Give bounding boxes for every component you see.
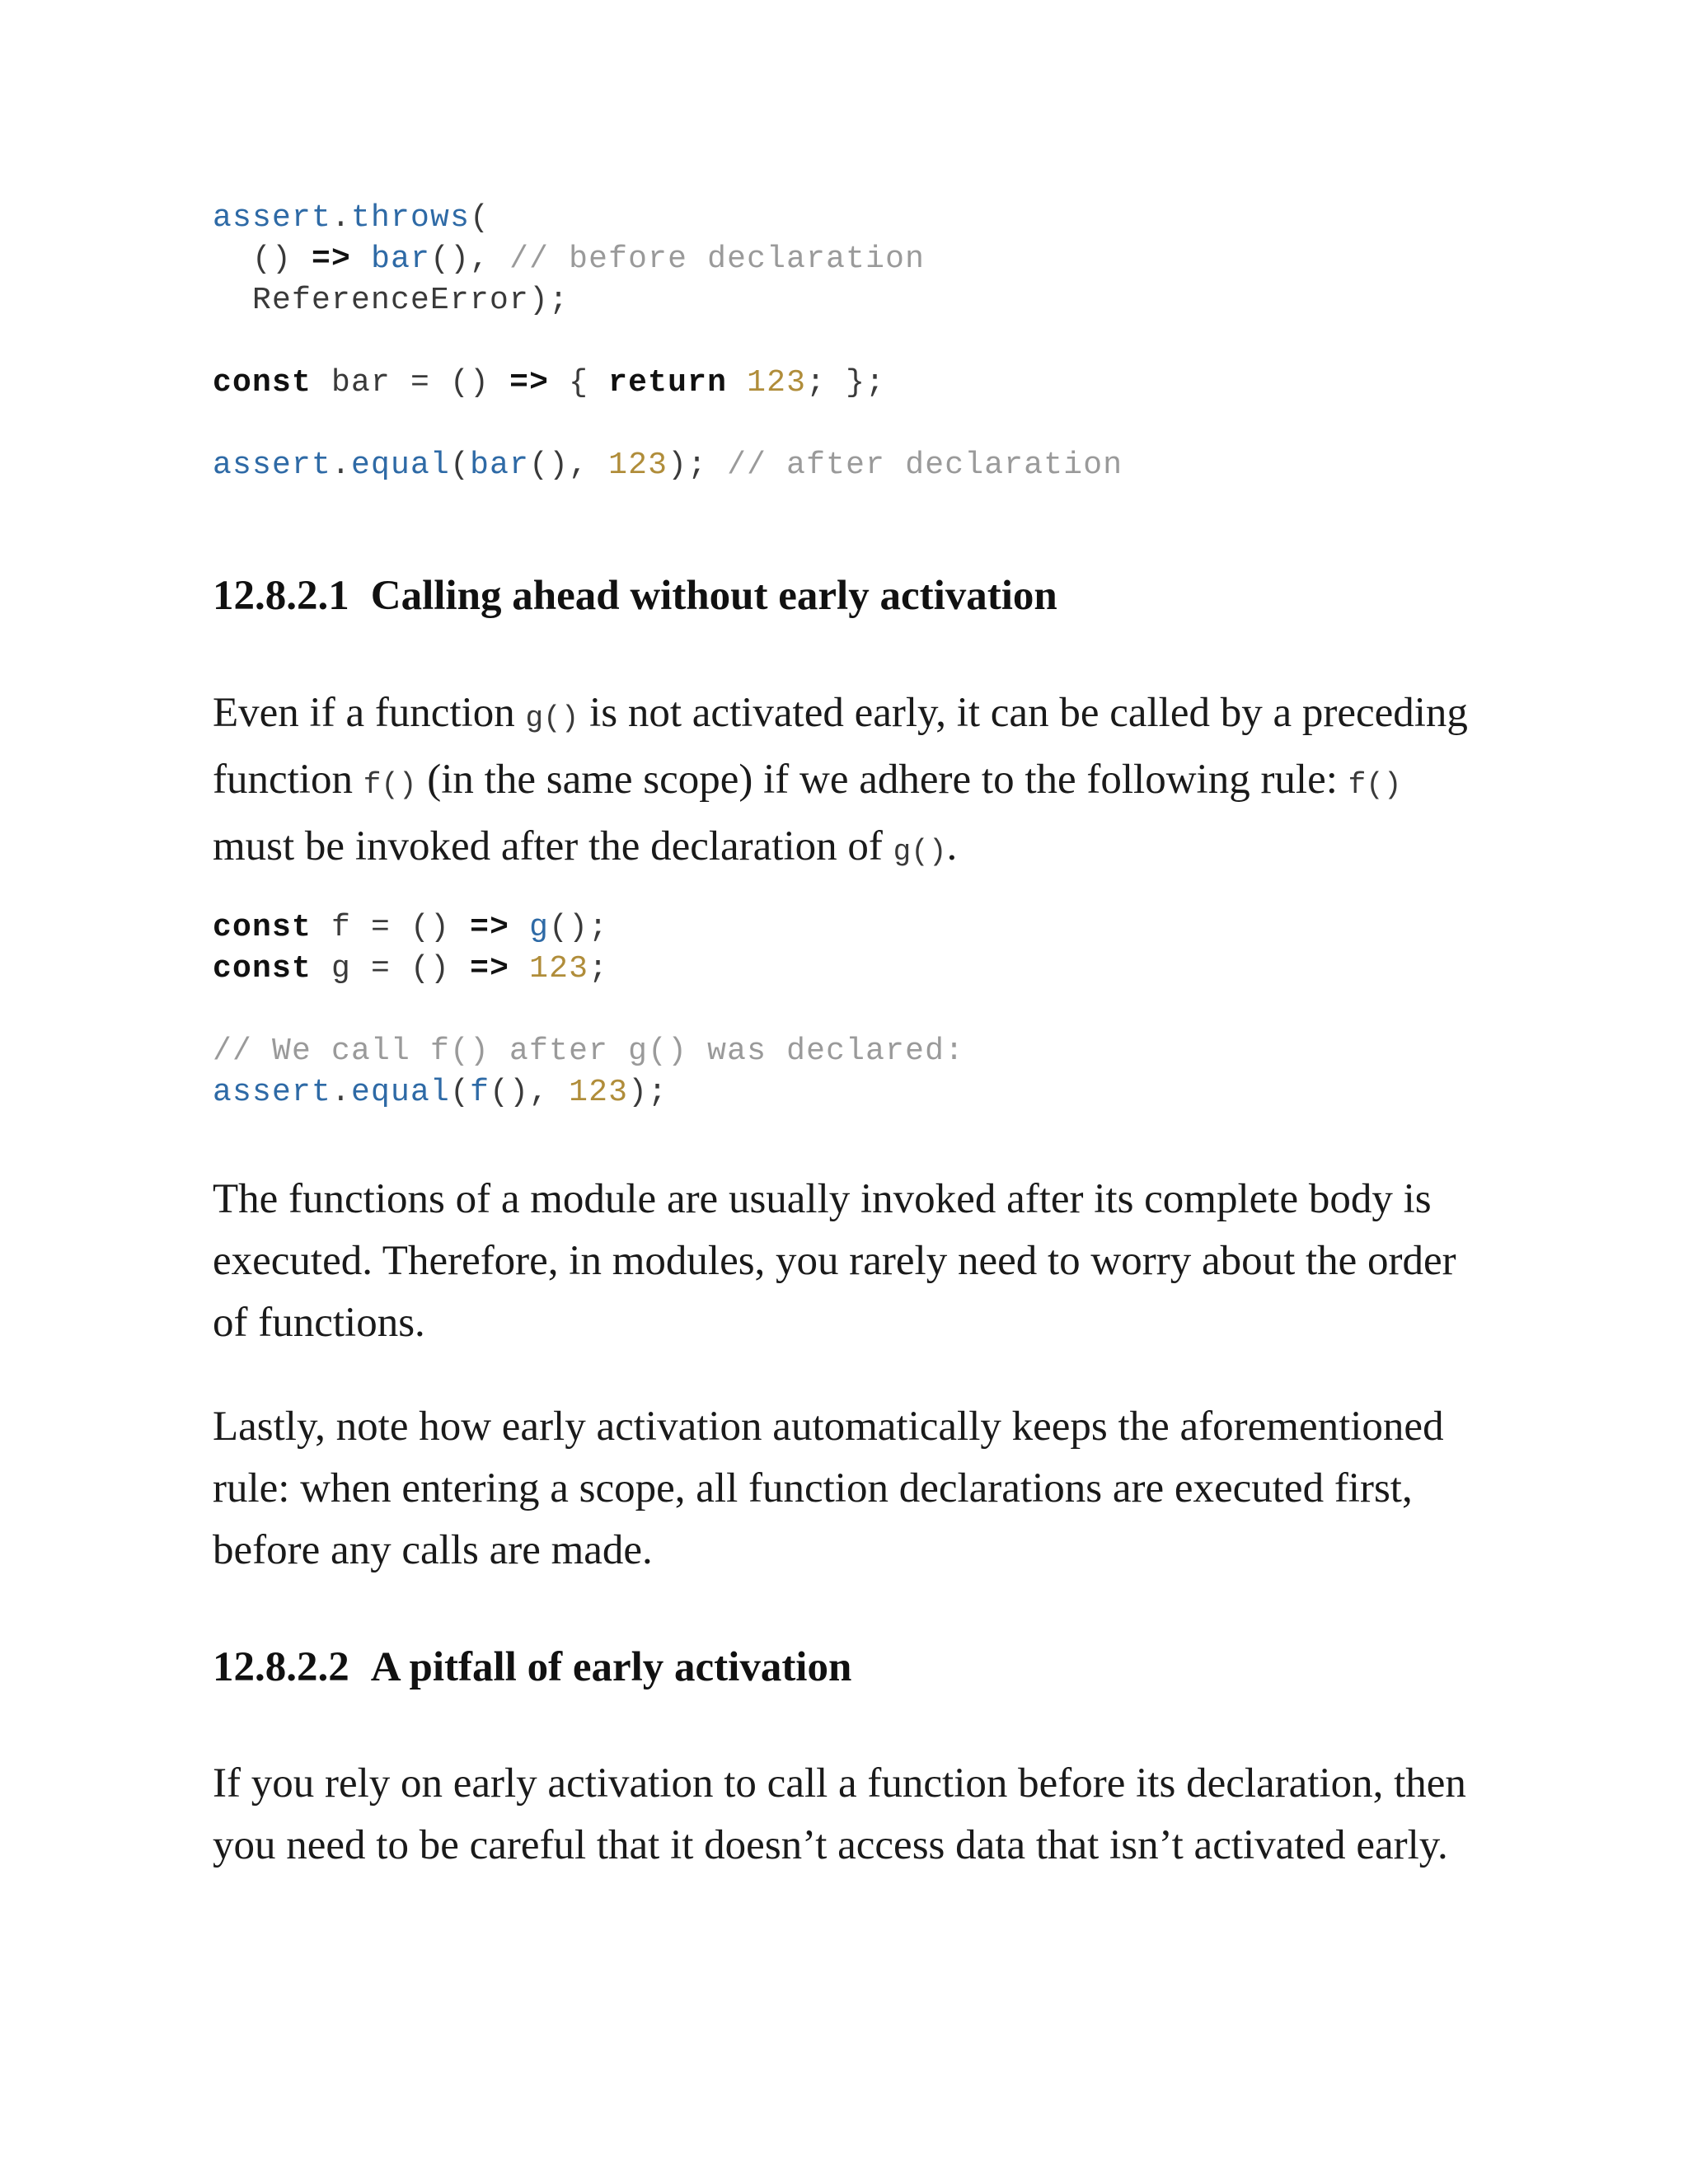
inline-code: g() xyxy=(893,835,947,869)
code-line: assert.equal(bar(), 123); // after declaration xyxy=(213,448,1123,483)
code-block-bar-example xyxy=(213,198,1123,486)
code-line: ReferenceError); xyxy=(213,283,570,318)
inline-code: g() xyxy=(525,701,579,735)
section-title: A pitfall of early activation xyxy=(370,1644,852,1690)
section-heading xyxy=(213,571,1057,621)
code-line: const bar = () => { return 123; }; xyxy=(213,365,886,401)
code-line: const g = () => 123; xyxy=(213,951,609,987)
paragraph: Even if a function g() is not activated early, it can be called by a preceding function f() (in the same scope) if we adhere to the following rule: f() must be invoked after the declaration of g(). xyxy=(213,690,1468,869)
inline-code: f() xyxy=(1348,768,1402,802)
code-block-f-g-example xyxy=(213,907,964,1113)
code-line: assert.equal(f(), 123); xyxy=(213,1075,668,1110)
section-title: Calling ahead without early activation xyxy=(370,573,1057,619)
section-number: 12.8.2.2 xyxy=(213,1644,349,1690)
paragraph: Lastly, note how early activation automatically keeps the aforementioned rule: when entering a scope, all function declarations are executed first, before any calls are made. xyxy=(213,1404,1444,1573)
paragraph: If you rely on early activation to call a function before its declaration, then you need to be careful that it doesn’t access data that isn’t activated early. xyxy=(213,1760,1466,1868)
code-line xyxy=(213,404,1123,445)
code-line xyxy=(213,321,1123,363)
code-line: assert.throws( xyxy=(213,200,490,236)
code-line: () => bar(), // before declaration xyxy=(213,241,926,277)
section-heading xyxy=(213,1643,851,1692)
code-line: const f = () => g(); xyxy=(213,910,609,945)
code-line xyxy=(213,990,964,1031)
inline-code: f() xyxy=(363,768,417,802)
section-number: 12.8.2.1 xyxy=(213,573,349,619)
paragraph: The functions of a module are usually invoked after its complete body is executed. Therefore, in modules, you rarely need to worry about the order of functions. xyxy=(213,1176,1456,1346)
code-line: // We call f() after g() was declared: xyxy=(213,1033,965,1069)
